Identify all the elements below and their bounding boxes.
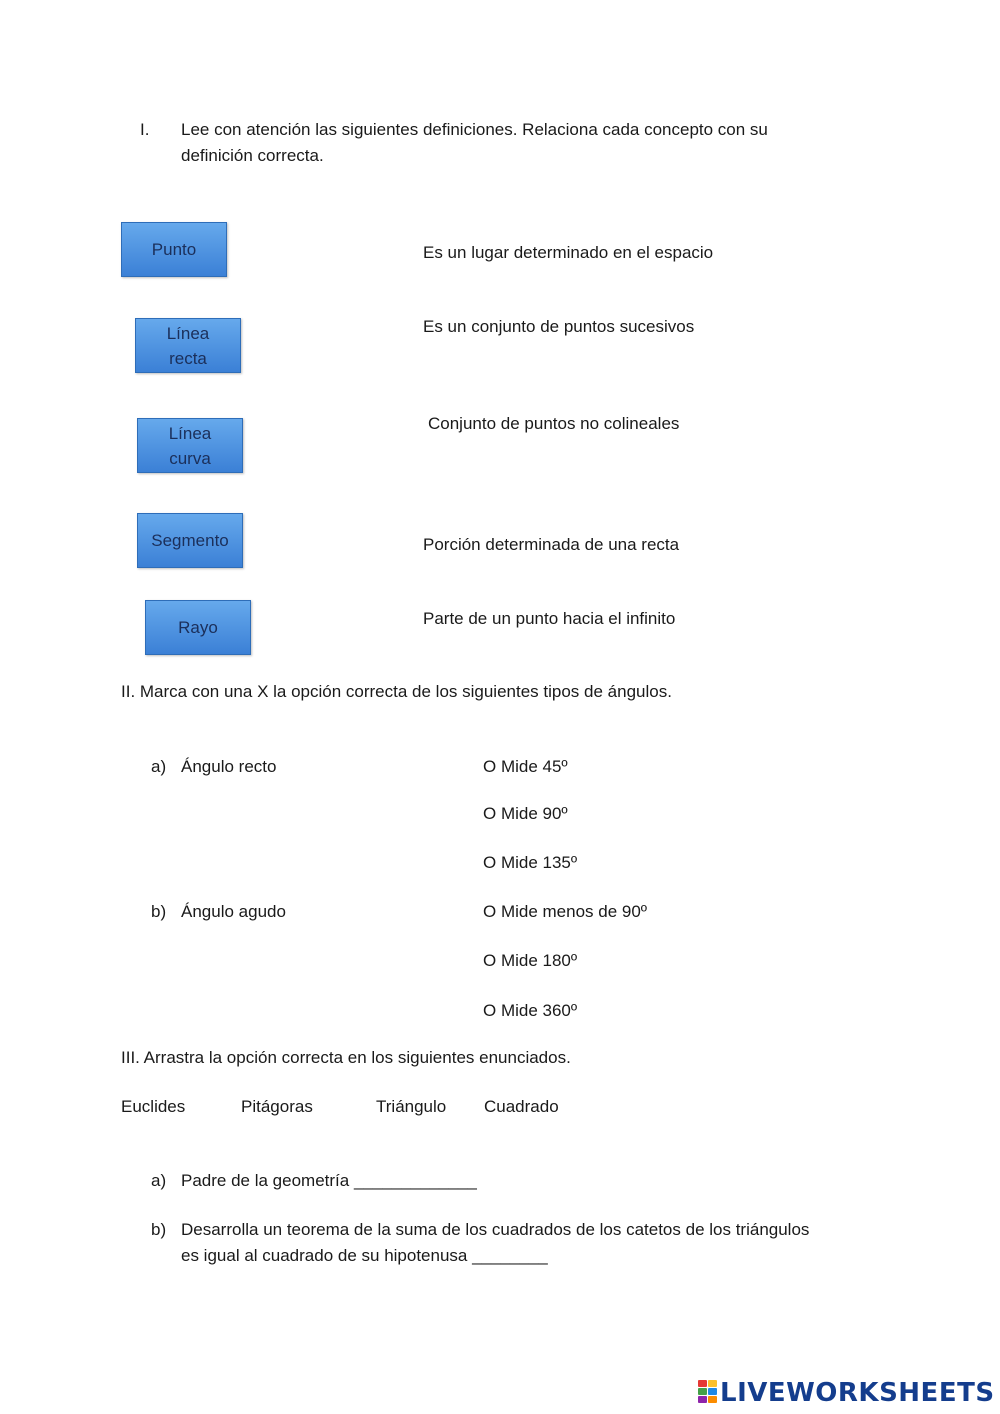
- option-mide-180[interactable]: O Mide 180º: [483, 951, 578, 970]
- word-bank-euclides[interactable]: Euclides: [121, 1097, 186, 1116]
- concept-label-line1: Segmento: [151, 531, 229, 550]
- definition-2: Es un conjunto de puntos sucesivos: [423, 317, 695, 336]
- question-b-label: Ángulo agudo: [181, 902, 286, 921]
- item-b-text-line1: Desarrolla un teorema de la suma de los cuadrados de los catetos de los triángulos: [181, 1220, 810, 1239]
- concept-box-punto[interactable]: [121, 222, 227, 277]
- liveworksheets-logo-text: LIVEWORKSHEETS: [720, 1378, 995, 1408]
- word-bank-cuadrado[interactable]: Cuadrado: [484, 1097, 559, 1116]
- item-b-letter: b): [151, 1220, 167, 1239]
- section2-title: II. Marca con una X la opción correcta de los siguientes tipos de ángulos.: [121, 682, 672, 701]
- concept-box-segmento[interactable]: [137, 513, 243, 568]
- section1-numeral: I.: [140, 120, 150, 139]
- concept-label-line1: Línea: [166, 323, 210, 343]
- concept-label-line1: Rayo: [178, 618, 218, 637]
- section1-instruction-line1: Lee con atención las siguientes definiciones. Relaciona cada concepto con su: [181, 120, 768, 139]
- option-mide-135[interactable]: O Mide 135º: [483, 853, 578, 872]
- question-b-letter: b): [151, 902, 167, 921]
- liveworksheets-logo-icon: [698, 1380, 718, 1404]
- item-a-text: Padre de la geometría _____________: [181, 1171, 477, 1190]
- option-mide-360[interactable]: O Mide 360º: [483, 1001, 578, 1020]
- definition-4: Porción determinada de una recta: [423, 535, 680, 554]
- option-mide-45[interactable]: O Mide 45º: [483, 757, 568, 776]
- item-a-letter: a): [151, 1171, 167, 1190]
- definition-5: Parte de un punto hacia el infinito: [423, 609, 676, 628]
- word-bank-triangulo[interactable]: Triángulo: [376, 1097, 447, 1116]
- concept-label-line1: Línea: [168, 423, 212, 443]
- concept-box-linea-recta[interactable]: [135, 318, 241, 373]
- item-b-text-line2: es igual al cuadrado de su hipotenusa ________: [181, 1246, 548, 1265]
- section3-title: III. Arrastra la opción correcta en los siguientes enunciados.: [121, 1048, 571, 1067]
- liveworksheets-logo: [698, 1378, 995, 1408]
- definition-1: Es un lugar determinado en el espacio: [423, 243, 714, 262]
- concept-label-line2: recta: [169, 348, 207, 368]
- word-bank-pitagoras[interactable]: Pitágoras: [241, 1097, 313, 1116]
- option-mide-90[interactable]: O Mide 90º: [483, 804, 568, 823]
- concept-label-line1: Punto: [151, 240, 197, 259]
- concept-box-rayo[interactable]: [145, 600, 251, 655]
- section1-instruction-line2: definición correcta.: [181, 146, 324, 165]
- concept-label-line2: curva: [169, 448, 211, 468]
- option-mide-menos-de-90[interactable]: O Mide menos de 90º: [483, 902, 648, 921]
- question-a-letter: a): [151, 757, 167, 776]
- question-a-label: Ángulo recto: [181, 757, 277, 776]
- definition-3: Conjunto de puntos no colineales: [428, 414, 680, 433]
- concept-box-linea-curva[interactable]: [137, 418, 243, 473]
